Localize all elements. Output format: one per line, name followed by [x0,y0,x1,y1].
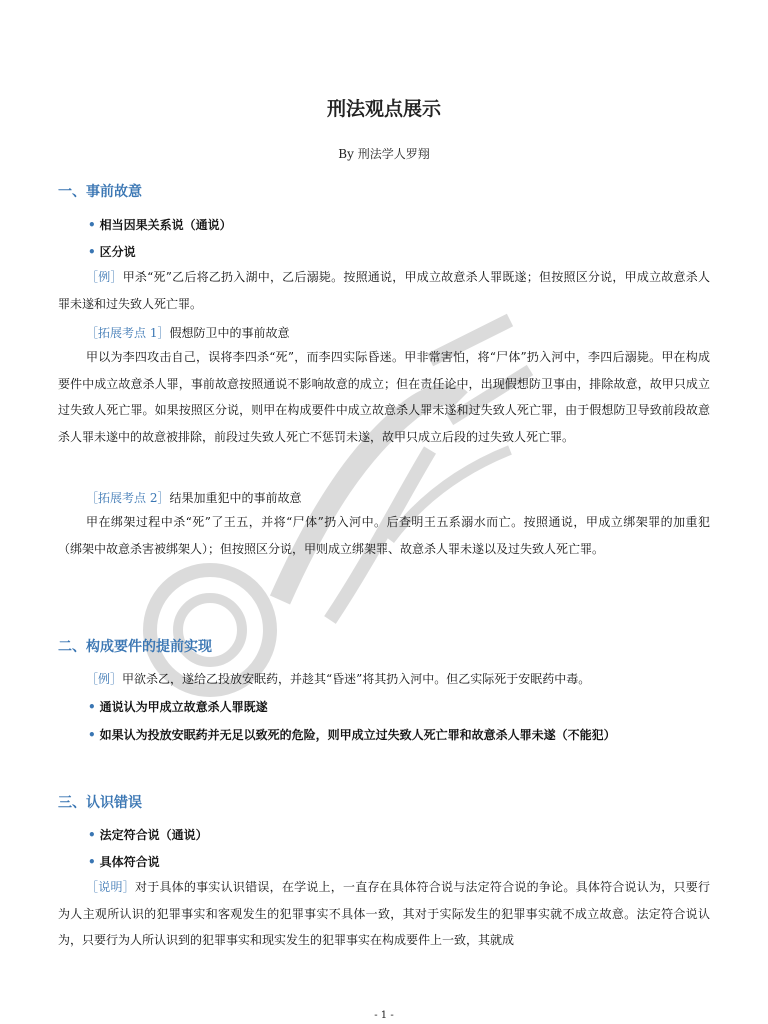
note-tag: ［说明］ [86,880,135,894]
section1-extension-1-paragraph: 甲以为李四攻击自己，误将李四杀“死”，而李四实际昏迷。甲非常害怕，将“尸体”扔入河中，李四后溺毙。甲在构成要件中成立故意杀人罪，事前故意按照通说不影响故意的成立；但在责任论中，出现假想防卫事由，排除故意，故甲只成立过失致人死亡罪。如果按照区分说，则甲在构成要件中成立故意杀人罪未遂和过失致人死亡罪，由于假想防卫导致前段故意杀人罪未遂中的故意被排除，前段过失致人死亡不惩罚未遂，故甲只成立后段的过失致人死亡罪。 [58,350,710,444]
section3-bullet-1 [88,826,208,843]
section3-bullet-2 [88,853,160,870]
bullet-text: 具体符合说 [99,855,160,869]
page-number: - 1 - [374,1010,394,1021]
extension-title: 结果加重犯中的事前故意 [169,491,302,505]
section1-bullet-1 [88,216,232,233]
section1-extension-2-paragraph: 甲在绑架过程中杀“死”了王五，并将“尸体”扔入河中。后查明王五系溺水而亡。按照通说，甲成立绑架罪的加重犯（绑架中故意杀害被绑架人）；但按照区分说，甲则成立绑架罪、故意杀人罪未遂以及过失致人死亡罪。 [58,515,710,556]
section1-heading: 一、事前故意 [58,184,142,200]
section1-bullet-2 [88,243,136,260]
bullet-dot-icon: • [88,828,96,842]
note-text: 对于具体的事实认识错误，在学说上，一直存在具体符合说与法定符合说的争论。具体符合说认为，只要行为人主观所认识的犯罪事实和客观发生的犯罪事实不具体一致，其对于实际发生的犯罪事实就不成立故意。法定符合说认为，只要行为人所认识到的犯罪事实和现实发生的犯罪事实在构成要件上一致，其就成 [58,880,710,947]
bullet-text: 如果认为投放安眠药并无足以致死的危险，则甲成立过失致人死亡罪和故意杀人罪未遂（不能犯） [99,728,616,742]
bullet-text: 通说认为甲成立故意杀人罪既遂 [99,700,268,714]
bullet-text: 区分说 [99,245,136,259]
section1-example-paragraph [58,264,710,317]
bullet-dot-icon: • [88,700,96,714]
example-text: 甲欲杀乙，遂给乙投放安眠药，并趁其“昏迷”将其扔入河中。但乙实际死于安眠药中毒。 [122,672,591,686]
bullet-dot-icon: • [88,728,96,742]
example-text: 甲杀“死”乙后将乙扔入湖中，乙后溺毙。按照通说，甲成立故意杀人罪既遂；但按照区分说，甲成立故意杀人罪未遂和过失致人死亡罪。 [58,270,710,311]
section1-extension-1-label [86,324,289,341]
bullet-dot-icon: • [88,218,96,232]
extension-tag: ［拓展考点 2］ [86,491,170,505]
extension-title: 假想防卫中的事前故意 [169,326,290,340]
section3-note-paragraph [58,874,710,954]
example-tag: ［例］ [86,672,123,686]
bullet-text: 法定符合说（通说） [99,828,208,842]
bullet-dot-icon: • [88,855,96,869]
section1-extension-2-label [86,489,301,506]
document-title: 刑法观点展示 [326,98,441,120]
extension-tag: ［拓展考点 1］ [86,326,170,340]
section2-bullet-1 [88,698,268,715]
section2-heading: 二、构成要件的提前实现 [58,639,212,655]
bullet-dot-icon: • [88,245,96,259]
bullet-text: 相当因果关系说（通说） [99,218,232,232]
section2-example-line [86,670,590,687]
document-byline: By 刑法学人罗翔 [338,147,430,161]
example-tag: ［例］ [86,270,123,284]
section3-heading: 三、认识错误 [58,795,142,811]
section2-bullet-2 [88,726,616,743]
